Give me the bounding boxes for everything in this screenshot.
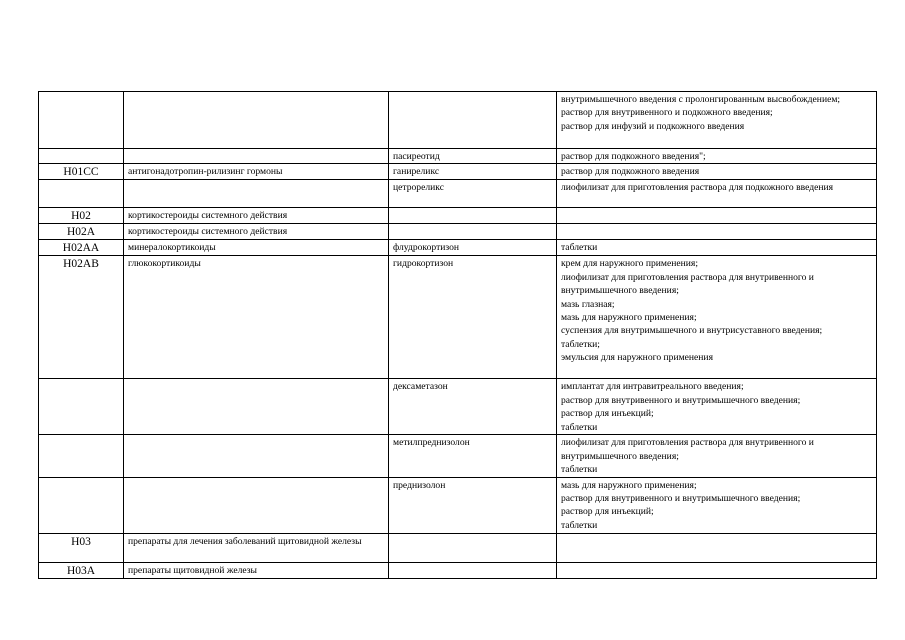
group-name-cell bbox=[124, 180, 389, 208]
table-row bbox=[39, 240, 877, 256]
dosage-forms-cell bbox=[557, 164, 877, 180]
dosage-form-line: таблетки bbox=[561, 242, 598, 254]
atc-code-cell bbox=[39, 149, 124, 164]
atc-code-cell: H02AA bbox=[39, 240, 124, 256]
dosage-forms-cell bbox=[557, 477, 877, 533]
dosage-forms-cell bbox=[557, 379, 877, 435]
dosage-form-line: раствор для подкожного введения"; bbox=[561, 151, 706, 162]
drug-name-cell: флудрокортизон bbox=[389, 240, 557, 256]
atc-code-cell: H02 bbox=[39, 208, 124, 224]
dosage-form-line: раствор для внутривенного и внутримышечного введения; bbox=[561, 394, 801, 406]
atc-code-cell: H01CC bbox=[39, 164, 124, 180]
dosage-forms-cell bbox=[557, 435, 877, 477]
dosage-form-line: имплантат для интравитреального введения; bbox=[561, 381, 744, 393]
table-row bbox=[39, 92, 877, 149]
drug-name-cell bbox=[389, 208, 557, 224]
drug-name-cell bbox=[389, 562, 557, 578]
dosage-forms-cell bbox=[557, 208, 877, 224]
table-row bbox=[39, 533, 877, 562]
table-row bbox=[39, 208, 877, 224]
atc-code-cell bbox=[39, 477, 124, 533]
atc-code-cell: H02A bbox=[39, 224, 124, 240]
dosage-form-line: таблетки bbox=[561, 519, 598, 531]
dosage-form-line: таблетки bbox=[561, 421, 598, 433]
group-name-cell: антигонадотропин-рилизинг гормоны bbox=[124, 164, 389, 180]
drug-name-cell: ганиреликс bbox=[389, 164, 557, 180]
dosage-form-line: раствор для инъекций; bbox=[561, 506, 654, 518]
group-name-cell bbox=[124, 477, 389, 533]
dosage-form-line: крем для наружного применения; bbox=[561, 258, 698, 270]
dosage-form-line: суспензия для внутримышечного и внутрисуставного введения; bbox=[561, 325, 823, 337]
atc-code-cell: H02AB bbox=[39, 256, 124, 379]
table-row bbox=[39, 224, 877, 240]
drug-name-cell bbox=[389, 224, 557, 240]
group-name-cell: кортикостероиды системного действия bbox=[124, 208, 389, 224]
table-row bbox=[39, 256, 877, 379]
dosage-form-line: лиофилизат для приготовления раствора для внутривенного и внутримышечного введения; bbox=[561, 271, 814, 297]
table-row bbox=[39, 164, 877, 180]
dosage-forms-cell bbox=[557, 180, 877, 208]
atc-code-cell bbox=[39, 92, 124, 149]
dosage-forms-cell bbox=[557, 224, 877, 240]
atc-code-cell bbox=[39, 180, 124, 208]
group-name-cell: кортикостероиды системного действия bbox=[124, 224, 389, 240]
dosage-form-line: внутримышечного введения с пролонгированным высвобождением; bbox=[561, 94, 841, 105]
dosage-form-line: раствор для внутривенного и подкожного введения; bbox=[561, 107, 773, 119]
drug-name-cell bbox=[389, 92, 557, 149]
dosage-forms-cell bbox=[557, 92, 877, 149]
table-row bbox=[39, 477, 877, 533]
dosage-form-line: таблетки; bbox=[561, 338, 600, 350]
dosage-form-line: таблетки bbox=[561, 464, 598, 476]
table-row bbox=[39, 562, 877, 578]
group-name-cell: препараты для лечения заболеваний щитовидной железы bbox=[124, 533, 389, 562]
atc-code-cell: H03 bbox=[39, 533, 124, 562]
table-row bbox=[39, 149, 877, 164]
dosage-form-line: раствор для инфузий и подкожного введения bbox=[561, 120, 745, 132]
dosage-forms-cell bbox=[557, 562, 877, 578]
dosage-form-line: эмульсия для наружного применения bbox=[561, 352, 713, 364]
dosage-form-line: лиофилизат для приготовления раствора для внутривенного и внутримышечного введения; bbox=[561, 437, 814, 462]
dosage-form-line: мазь для наружного применения; bbox=[561, 312, 697, 324]
group-name-cell bbox=[124, 149, 389, 164]
atc-code-cell bbox=[39, 435, 124, 477]
atc-code-cell bbox=[39, 379, 124, 435]
drug-name-cell: дексаметазон bbox=[389, 379, 557, 435]
dosage-form-line: раствор для внутривенного и внутримышечного введения; bbox=[561, 493, 801, 505]
group-name-cell bbox=[124, 92, 389, 149]
dosage-forms-cell bbox=[557, 149, 877, 164]
dosage-forms-cell bbox=[557, 533, 877, 562]
drug-name-cell: метилпреднизолон bbox=[389, 435, 557, 477]
dosage-form-line: раствор для подкожного введения bbox=[561, 166, 700, 178]
group-name-cell bbox=[124, 435, 389, 477]
table-row bbox=[39, 180, 877, 208]
table-row bbox=[39, 379, 877, 435]
dosage-form-line: раствор для инъекций; bbox=[561, 408, 654, 420]
dosage-forms-cell bbox=[557, 256, 877, 379]
dosage-forms-cell bbox=[557, 240, 877, 256]
table-row bbox=[39, 435, 877, 477]
drug-name-cell: преднизолон bbox=[389, 477, 557, 533]
drug-name-cell: пасиреотид bbox=[389, 149, 557, 164]
table-body bbox=[39, 92, 877, 579]
dosage-form-line: мазь глазная; bbox=[561, 298, 615, 310]
drug-name-cell bbox=[389, 533, 557, 562]
group-name-cell: препараты щитовидной железы bbox=[124, 562, 389, 578]
group-name-cell: минералокортикоиды bbox=[124, 240, 389, 256]
atc-code-cell: H03A bbox=[39, 562, 124, 578]
drug-classification-table bbox=[38, 91, 877, 579]
group-name-cell: глюкокортикоиды bbox=[124, 256, 389, 379]
drug-name-cell: гидрокортизон bbox=[389, 256, 557, 379]
drug-name-cell: цетрореликс bbox=[389, 180, 557, 208]
group-name-cell bbox=[124, 379, 389, 435]
dosage-form-line: мазь для наружного применения; bbox=[561, 479, 697, 491]
dosage-form-line: лиофилизат для приготовления раствора для подкожного введения bbox=[561, 182, 834, 194]
